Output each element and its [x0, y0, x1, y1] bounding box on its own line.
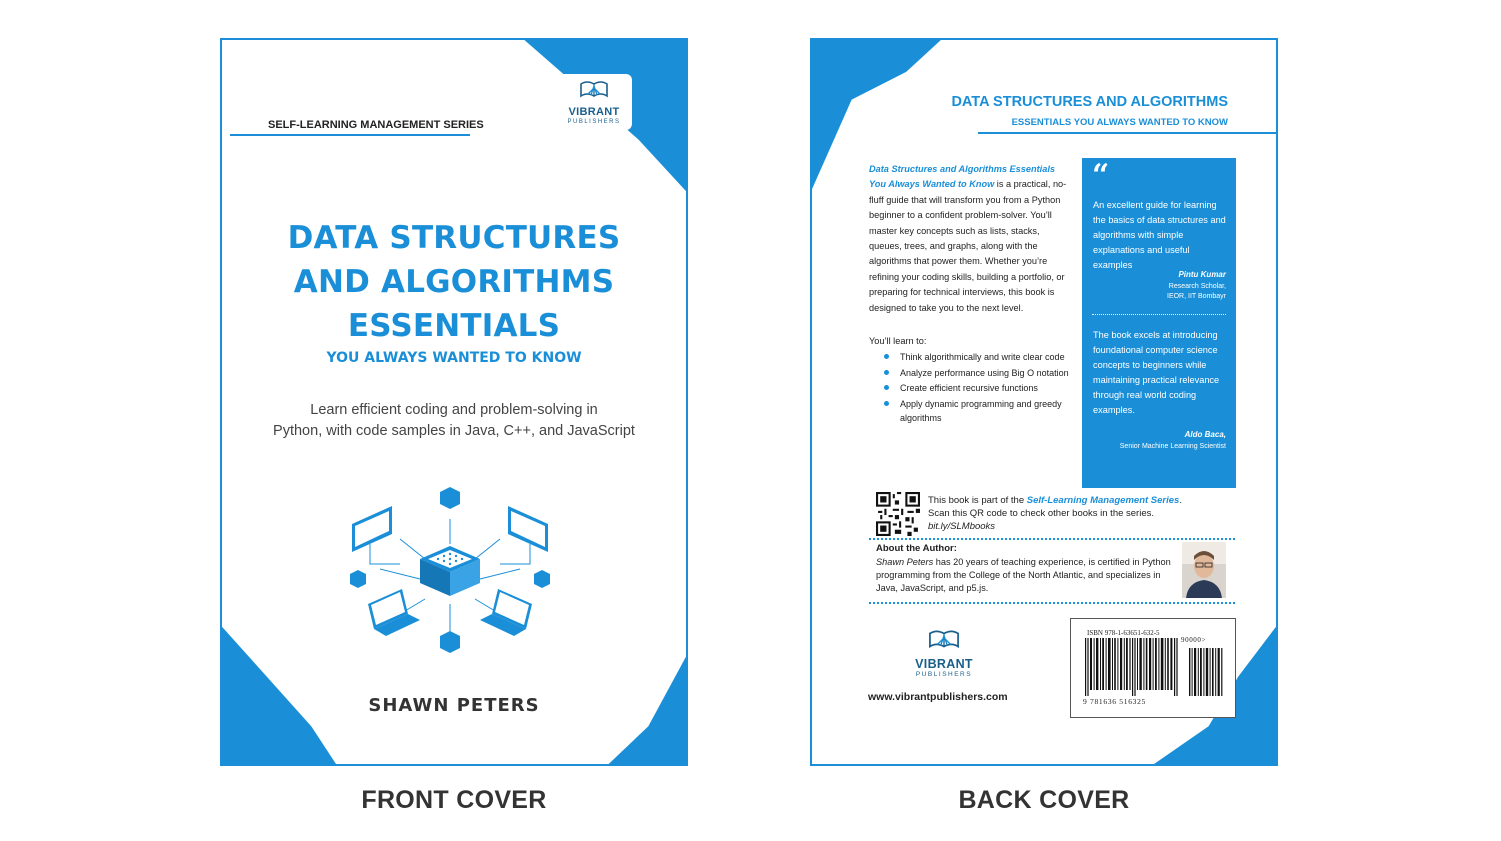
testimonial-divider — [1092, 314, 1226, 315]
testimonials-box — [1082, 158, 1236, 488]
list-item — [882, 350, 1072, 365]
description-line: Python, with code samples in Java, C++, and JavaScript — [273, 423, 635, 439]
bullet-icon — [884, 401, 889, 406]
title-line: AND ALGORITHMS — [293, 264, 615, 300]
logo-subtitle: PUBLISHERS — [915, 671, 973, 678]
testimonial-author: Aldo Baca, — [1184, 430, 1226, 439]
author-name: SHAWN PETERS — [368, 695, 540, 716]
book-description — [222, 400, 686, 442]
logo-name: VIBRANT — [915, 657, 973, 671]
list-item — [882, 366, 1072, 381]
publisher-logo — [904, 627, 984, 679]
series-note-suffix: . — [1179, 495, 1182, 506]
logo-name: VIBRANT — [568, 106, 620, 118]
bullet-icon — [884, 354, 889, 359]
barcode-icon — [1085, 638, 1225, 696]
open-book-icon — [927, 627, 961, 653]
learn-list — [882, 350, 1072, 427]
testimonial-role: Senior Machine Learning Scientist — [1119, 443, 1226, 450]
testimonial-text: An excellent guide for learning the basics of data structures and algorithms with simple explanations and useful examples — [1093, 200, 1226, 270]
list-item — [882, 381, 1072, 396]
open-book-icon — [579, 78, 609, 102]
isbn-label: ISBN 978-1-63651-632-5 — [1087, 629, 1160, 637]
front-cover — [220, 38, 688, 766]
testimonial-author: Pintu Kumar — [1178, 270, 1226, 279]
testimonial-role: IEOR, IIT Bombayr — [1167, 293, 1226, 300]
dotted-divider — [869, 602, 1235, 604]
series-label: SELF-LEARNING MANAGEMENT SERIES — [268, 119, 484, 131]
series-underline — [230, 134, 470, 136]
testimonial-role: Research Scholar, — [1168, 283, 1226, 290]
list-item-text: Analyze performance using Big O notation — [900, 367, 1069, 378]
testimonial-text: The book excels at introducing foundational computer science concepts to beginners while maintaining practical relevance through real world coding examples. — [1093, 330, 1220, 415]
series-name: Self-Learning Management Series — [1026, 495, 1180, 506]
series-note — [928, 494, 1228, 533]
book-title — [222, 216, 686, 348]
about-author-text — [876, 556, 1176, 595]
series-link[interactable]: bit.ly/SLMbooks — [928, 521, 996, 532]
about-author-heading: About the Author: — [876, 543, 957, 554]
barcode-digits: 9 781636 516325 — [1083, 697, 1146, 706]
author-photo — [1182, 542, 1226, 598]
dotted-divider — [869, 538, 1235, 540]
book-subtitle: YOU ALWAYS WANTED TO KNOW — [326, 350, 582, 366]
about-author-bio: has 20 years of teaching experience, is certified in Python programming from the College of the North Atlantic, and specializes in Java, JavaScript, and p5.js. — [876, 557, 1171, 593]
title-line: ESSENTIALS — [347, 308, 561, 344]
series-note-prefix: This book is part of the — [928, 495, 1027, 506]
learn-heading: You’ll learn to: — [869, 336, 927, 346]
back-subtitle: ESSENTIALS YOU ALWAYS WANTED TO KNOW — [1011, 117, 1228, 128]
blurb-lead: Data Structures and Algorithms Essentials You Always Wanted to Know — [869, 164, 1056, 190]
blurb-text: is a practical, no-fluff guide that will transform you from a Python beginner to a confident problem-solver. You’ll master key concepts such as lists, stacks, queues, trees, and graphs, along with the algorithms that power them. Whether you’re refining your coding skills, building a portfolio, or preparing for technical interviews, this book is designed to take you to the next level. — [869, 179, 1067, 313]
back-cover-label: BACK COVER — [958, 786, 1130, 814]
back-title: DATA STRUCTURES AND ALGORITHMS — [951, 94, 1228, 110]
bullet-icon — [884, 385, 889, 390]
list-item-text: Think algorithmically and write clear code — [900, 352, 1065, 362]
network-devices-illustration — [340, 484, 560, 664]
back-title-underline — [978, 132, 1278, 134]
website-link[interactable]: www.vibrantpublishers.com — [868, 691, 1008, 703]
bullet-icon — [884, 370, 889, 375]
quote-mark-icon: “ — [1092, 158, 1110, 193]
list-item — [882, 397, 1072, 426]
about-author-name: Shawn Peters — [876, 557, 934, 567]
qr-code-icon — [876, 492, 920, 536]
book-blurb — [869, 162, 1071, 316]
logo-subtitle: PUBLISHERS — [567, 119, 621, 125]
list-item-text: Apply dynamic programming and greedy algorithms — [900, 398, 1062, 423]
front-cover-label: FRONT COVER — [361, 786, 547, 814]
series-note-line: Scan this QR code to check other books in the series. — [928, 508, 1155, 519]
list-item-text: Create efficient recursive functions — [900, 383, 1038, 393]
description-line: Learn efficient coding and problem-solving in — [310, 402, 598, 418]
title-line: DATA STRUCTURES — [287, 220, 621, 256]
addon-digits: 90000> — [1181, 636, 1207, 644]
back-cover — [810, 38, 1278, 766]
barcode-panel — [1070, 618, 1236, 718]
publisher-logo — [556, 74, 632, 130]
